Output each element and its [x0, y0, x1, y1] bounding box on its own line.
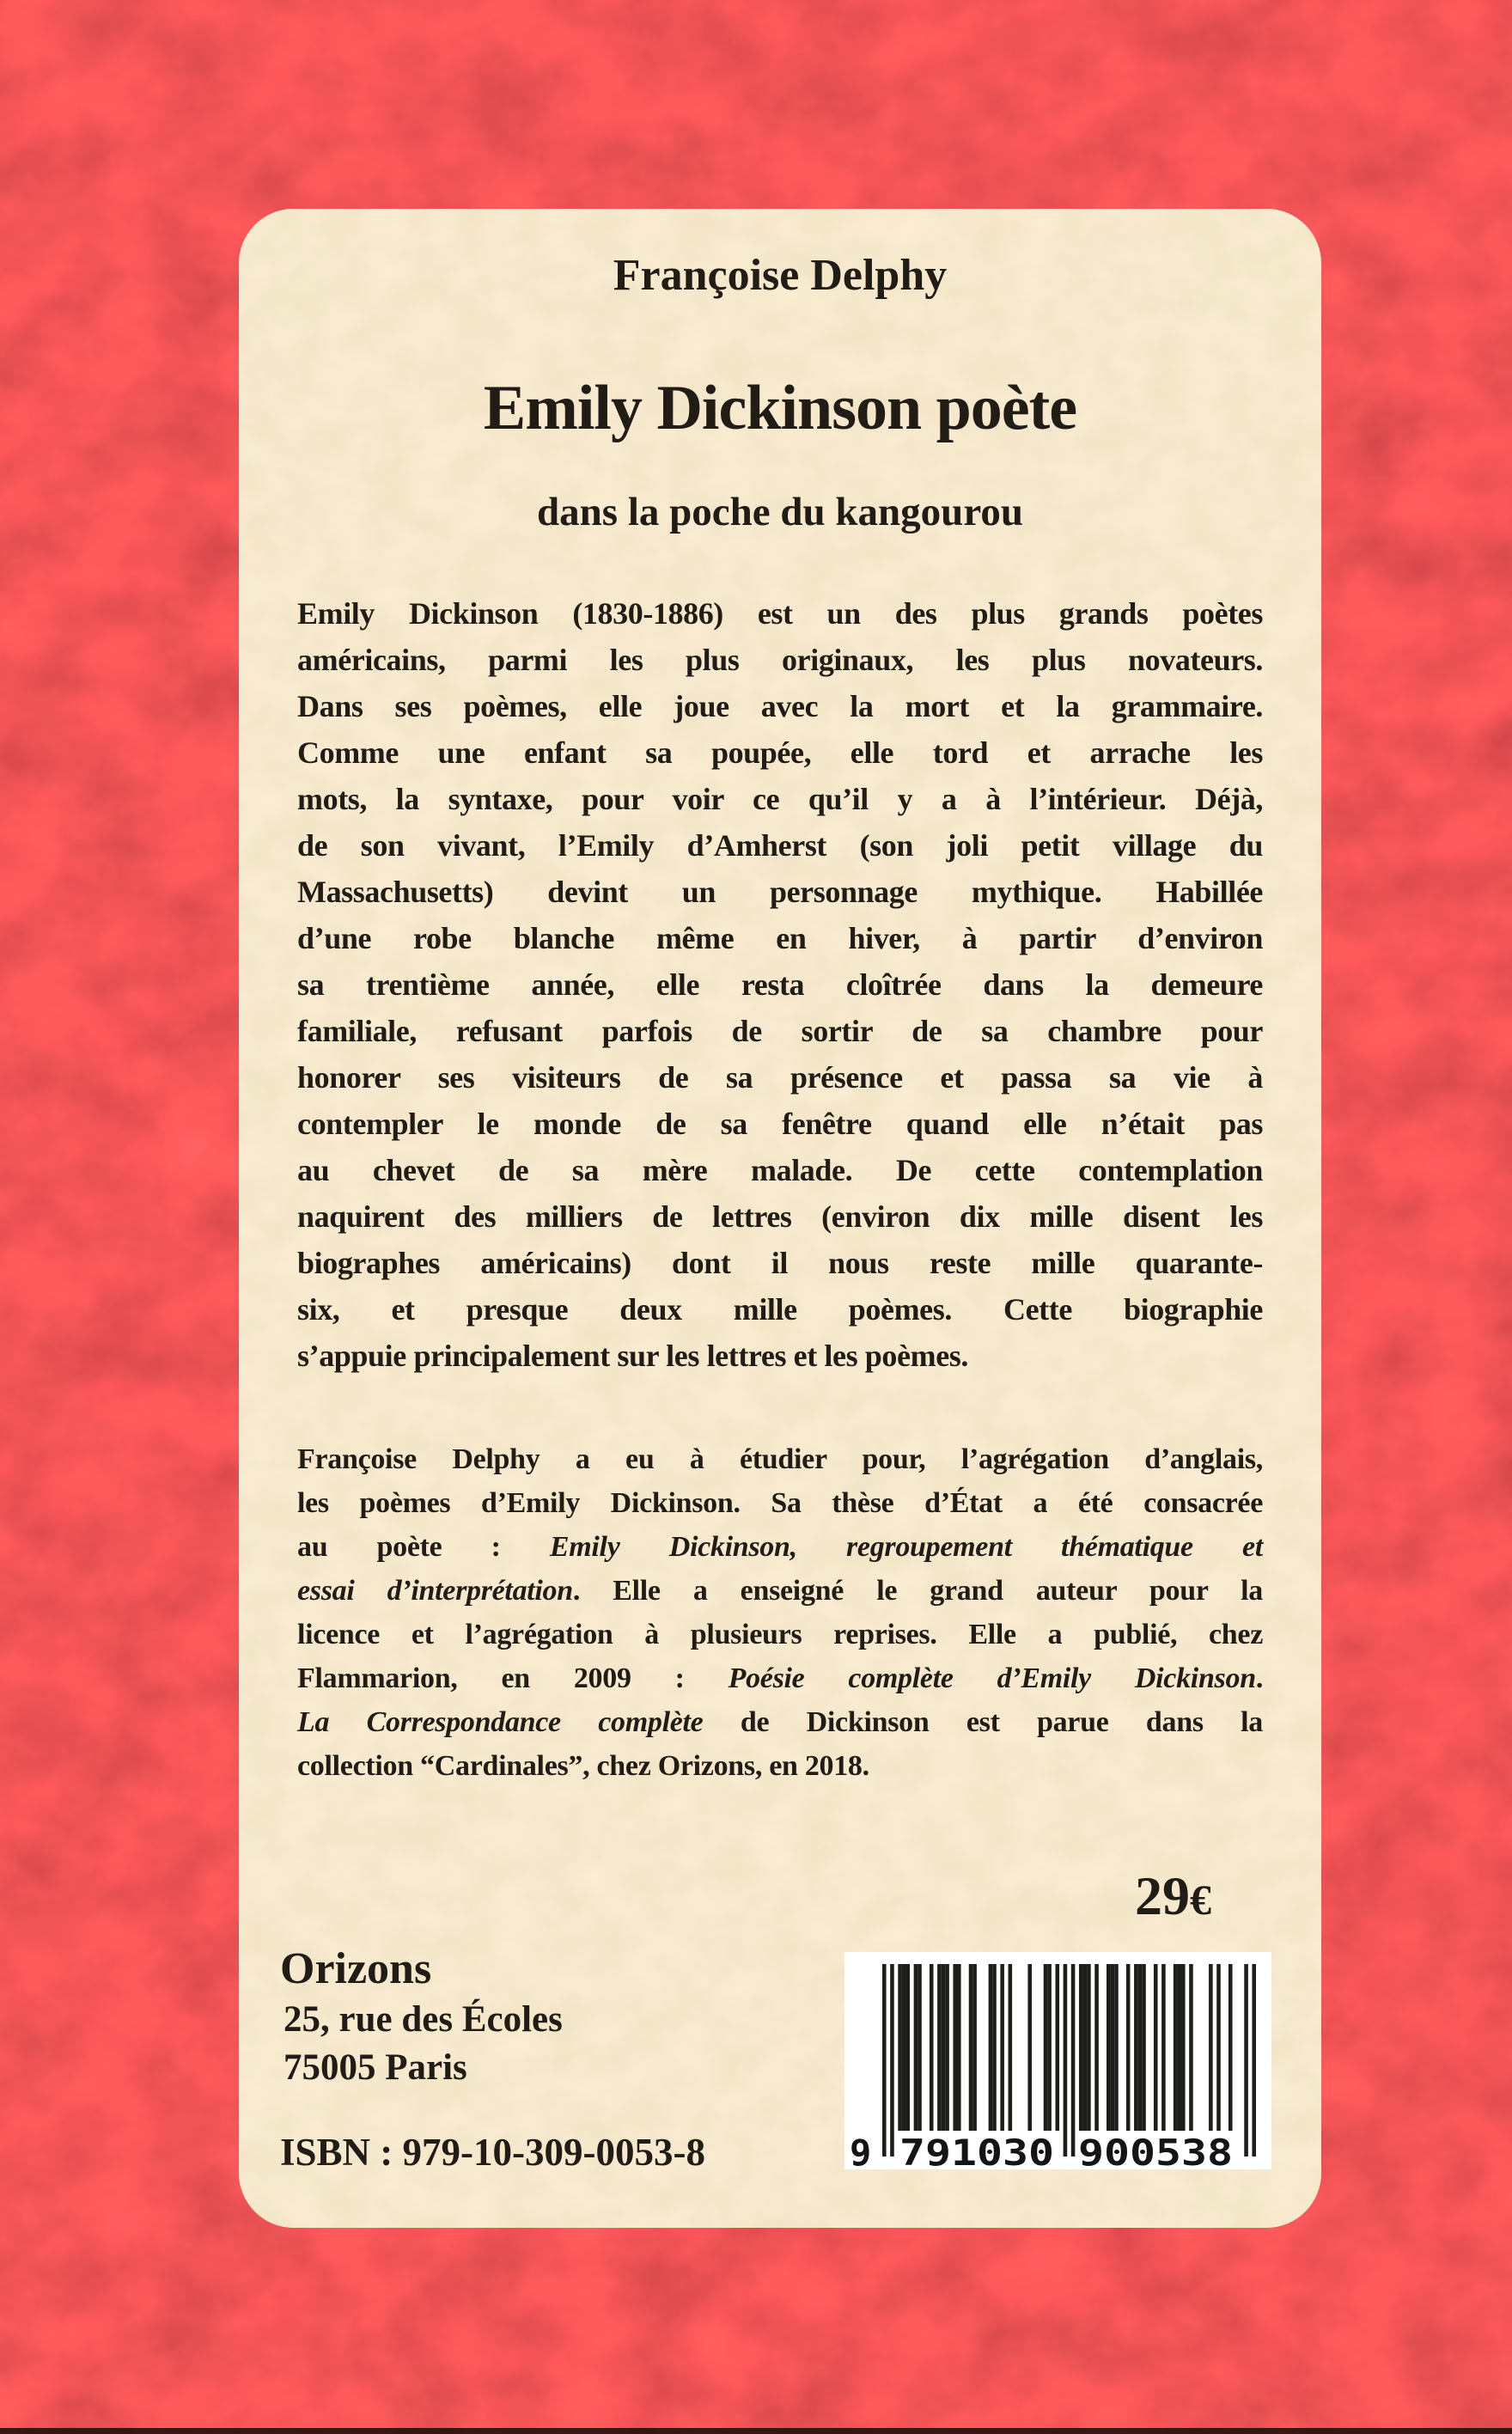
cover-panel: [239, 209, 1321, 2228]
svg-text:900538: 900538: [1078, 2132, 1233, 2169]
barcode: [844, 1952, 1271, 2169]
price-value: 29: [1135, 1865, 1190, 1926]
svg-text:791030: 791030: [899, 2132, 1054, 2169]
price: [1135, 1865, 1211, 1926]
scan-bottom-edge: [0, 2428, 1512, 2434]
publisher-name: Orizons: [280, 1944, 432, 1993]
book-title: Emily Dickinson poète: [483, 373, 1077, 443]
author-name: Françoise Delphy: [613, 251, 948, 300]
publisher-address-line1: 25, rue des Écoles: [284, 1999, 563, 2041]
svg-text:9: 9: [850, 2132, 872, 2169]
isbn-label: ISBN : 979-10-309-0053-8: [280, 2131, 705, 2174]
book-subtitle: dans la poche du kangourou: [537, 490, 1023, 534]
price-currency: €: [1190, 1876, 1211, 1924]
synopsis-paragraph: Emily Dickinson (1830-1886) est un des plus grands poètes américains, parmi les plus originaux, les plus novateurs. Dans ses poèmes, elle joue avec la mort et la grammaire. Comme une enfant sa poupée, elle tord et arrache les mots, la syntaxe, pour voir ce qu’il y a à l’intérieur. Déjà, de son vivant, l’Emily d’Amherst (son joli petit village du Massachusetts) devint un personnage mythique. Habillée d’une robe blanche même en hiver, à partir d’environ sa trentième année, elle resta cloîtrée dans la demeure familiale, refusant parfois de sortir de sa chambre pour honorer ses visiteurs de sa présence et passa sa vie à contempler le monde de sa fenêtre quand elle n’était pas au chevet de sa mère malade. De cette contemplation naquirent des milliers de lettres (environ dix mille disent les biographes américains) dont il nous reste mille quarante- six, et presque deux mille poèmes. Cette biographie s’appuie principalement sur les lettres et les poèmes.: [297, 596, 1263, 1373]
barcode-bars: [844, 1952, 1271, 2169]
cover-content: [239, 209, 1321, 2228]
author-bio-paragraph: Françoise Delphy a eu à étudier pour, l’agrégation d’anglais, les poèmes d’Emily Dickinson. Sa thèse d’État a été consacrée au poète : Emily Dickinson, regroupement thématique et essai d’interprétation. Elle a enseigné le grand auteur pour la licence et l’agrégation à plusieurs reprises. Elle a publié, chez Flammarion, en 2009 : Poésie complète d’Emily Dickinson. La Correspondance complète de Dickinson est parue dans la collection “Cardinales”, chez Orizons, en 2018.: [297, 1443, 1264, 1782]
publisher-block: [280, 1943, 563, 2092]
publisher-address-line2: 75005 Paris: [284, 2047, 467, 2089]
